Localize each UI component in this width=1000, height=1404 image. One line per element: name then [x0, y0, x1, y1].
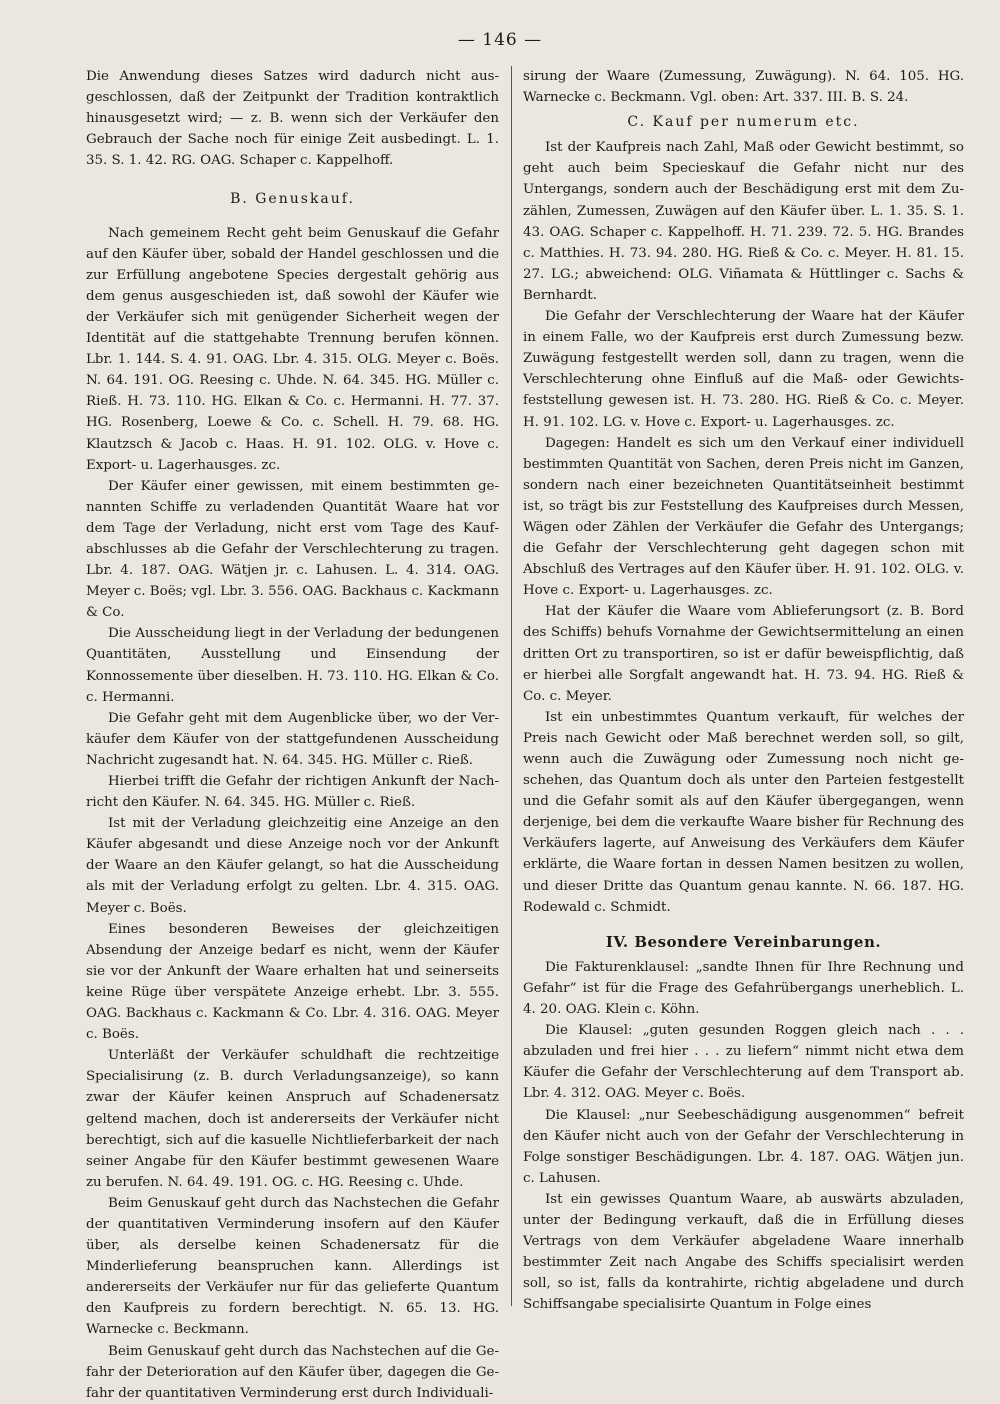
paragraph: Hat der Käufer die Waare vom Ablieferungsort (z. B. Bord des Schiffs) behufs Vornahme der Gewichtsermittelung an einen dritten Ort zu transportiren, so ist er dafür beweispflichtig, daß er hierbei alle Sorgfalt angewandt hat. H. 73. 94. HG. Rieß & Co. c. Meyer. [523, 604, 964, 704]
paragraph: Dagegen: Handelt es sich um den Verkauf einer individuell bestimmten Quantität von Sachen, deren Preis nicht im Ganzen, sondern nach einer bezeichneten Quantitätseinheit bestimmt ist, so trägt bis zur Feststellung des Kaufpreises durch Messen, Wägen oder Zählen der Verkäufer die Gefahr des Untergangs; die Gefahr der Verschlechterung geht dagegen schon mit Abschluß des Vertrages auf den Käufer über. H. 91. 102. OLG. v. Hove c. Export- u. Lagerhausges. zc. [523, 435, 964, 599]
paragraph: Ist mit der Verladung gleichzeitig eine Anzeige an den Käufer abgesandt und diese Anzeige noch vor der Ankunft der Waare an den Käufer gelangt, so hat die Ausscheidung als mit der Verladung erfolgt zu gelten. Lbr. 4. 315. OAG. Meyer c. Boës. [86, 816, 499, 916]
paragraph: Ist der Kaufpreis nach Zahl, Maß oder Gewicht bestimmt, so geht auch beim Specieskauf die Gefahr nicht nur des Untergangs, sondern auch der Beschädigung erst mit dem Zuzählen, Zumessen, Zuwägen auf den Käufer über. L. 1. 35. S. 1. 43. OAG. Schaper c. Kappelhoff. H. 71. 239. 72. 5. HG. Brandes c. Matthies. H. 73. 94. 280. HG. Rieß & Co. c. Meyer. H. 81. 15. 27. LG.; abweichend: OLG. Viñamata & Hüttlinger c. Sachs & Bernhardt. [523, 140, 964, 303]
paragraph: sirung der Waare (Zumessung, Zuwägung). N. 64. 105. HG. Warnecke c. Beckmann. Vgl. oben: Art. 337. III. B. S. 24. [523, 69, 964, 106]
paragraph: Die Gefahr geht mit dem Augenblicke über, wo der Verkäufer dem Käufer von der stattgefundenen Ausscheidung Nachricht zugesandt hat. N. 64. 345. HG. Müller c. Rieß. [86, 710, 499, 768]
paragraph: Die Anwendung dieses Satzes wird dadurch nicht ausgeschlossen, daß der Zeitpunkt der Tradition kontraktlich hinausgesetzt wird; — z. B. wenn sich der Verkäufer den Gebrauch der Sache noch für einige Zeit ausbedingt. L. 1. 35. S. 1. 42. RG. OAG. Schaper c. Kappelhoff. [86, 69, 499, 169]
paragraph: Nach gemeinem Recht geht beim Genuskauf die Gefahr auf den Käufer über, sobald der Handel geschlossen und die zur Erfüllung angebotene Species dergestalt gehörig aus dem genus ausgeschieden ist, daß sowohl der Käufer wie der Verkäufer sich mit genügender Sicherheit wegen der Identität auf die stattgehabte Trennung berufen können. Lbr. 1. 144. S. 4. 91. OAG. Lbr. 4. 315. OLG. Meyer c. Boës. N. 64. 191. OG. Reesing c. Uhde. N. 64. 345. HG. Müller c. Rieß. H. 73. 110. HG. Elkan & Co. c. Hermanni. H. 77. 37. HG. Rosenberg, Loewe & Co. c. Schell. H. 79. 68. HG. Klautzsch & Jacob c. Haas. H. 91. 102. OLG. v. Hove c. Export- u. Lagerhausges. zc. [86, 225, 499, 473]
paragraph: Die Klausel: „nur Seebeschädigung ausgenommen“ befreit den Käufer nicht auch von der Gefahr der Verschlechterung in Folge sonstiger Beschädigungen. Lbr. 4. 187. OAG. Wätjen jun. c. Lahusen. [523, 1107, 964, 1186]
paragraph: Beim Genuskauf geht durch das Nachstechen auf die Gefahr der Deterioration auf den Käufer über, dagegen die Gefahr der quantitativen Verminderung erst durch Individuali- [86, 1343, 499, 1401]
column-divider [511, 66, 512, 1306]
page-number: — 146 — [457, 30, 543, 50]
paragraph: Der Käufer einer gewissen, mit einem bestimmten genannten Schiffe zu verladenden Quantität Waare hat vor dem Tage der Verladung, nicht erst vom Tage des Kaufabschlusses ab die Gefahr der Verschlechterung zu tragen. Lbr. 4. 187. OAG. Wätjen jr. c. Lahusen. L. 4. 314. OAG. Meyer c. Boës; vgl. Lbr. 3. 556. OAG. Backhaus c. Kackmann & Co. [86, 478, 499, 621]
left-column [86, 66, 499, 1401]
paragraph: Ist ein gewisses Quantum Waare, ab auswärts abzuladen, unter der Bedingung verkauft, daß die in Erfüllung dieses Vertrags von dem Verkäufer abgeladene Waare innerhalb bestimmter Zeit nach Angabe des Schiffs specialisirt werden soll, so ist, falls da kontrahirte, richtig abgeladene und durch Schiffsangabe specialisirte Quantum in Folge eines [523, 1191, 964, 1313]
paragraph: Die Gefahr der Verschlechterung der Waare hat der Käufer in einem Falle, wo der Kaufpreis erst durch Zumessung bezw. Zuwägung festgestellt werden soll, dann zu tragen, wenn die Verschlechterung ohne Einfluß auf die Maß- oder Gewichtsfeststellung gewesen ist. H. 73. 280. HG. Rieß & Co. c. Meyer. H. 91. 102. LG. v. Hove c. Export- u. Lagerhausges. zc. [523, 309, 964, 430]
paragraph: Die Ausscheidung liegt in der Verladung der bedungenen Quantitäten, Ausstellung und Einsendung der Konnossemente über dieselben. H. 73. 110. HG. Elkan & Co. c. Hermanni. [86, 626, 499, 705]
paragraph: Eines besonderen Beweises der gleichzeitigen Absendung der Anzeige bedarf es nicht, wenn der Käufer sie vor der Ankunft der Waare erhalten hat und seinerseits keine Rüge über verspätete Anzeige erhebt. Lbr. 3. 555. OAG. Backhaus c. Kackmann & Co. Lbr. 4. 316. OAG. Meyer c. Boës. [86, 921, 499, 1043]
paragraph: Beim Genuskauf geht durch das Nachstechen die Gefahr der quantitativen Verminderung insofern auf den Käufer über, als derselbe keinen Schadenersatz für die Minderlieferung beanspruchen kann. Allerdings ist andererseits der Verkäufer nur für das gelieferte Quantum den Kaufpreis zu fordern berechtigt. N. 65. 13. HG. Warnecke c. Beckmann. [86, 1195, 499, 1338]
section-heading-kauf-per-numerum: C. Kauf per numerum etc. [627, 114, 860, 131]
section-heading-genuskauf: B. Genuskauf. [230, 191, 355, 208]
paragraph: Hierbei trifft die Gefahr der richtigen Ankunft der Nachricht den Käufer. N. 64. 345. HG. Müller c. Rieß. [86, 774, 499, 811]
paragraph: Die Fakturenklausel: „sandte Ihnen für Ihre Rechnung und Gefahr“ ist für die Frage des Gefahrübergangs unerheblich. L. 4. 20. OAG. Klein c. Köhn. [523, 959, 964, 1018]
section-heading-besondere-vereinbarungen: IV. Besondere Vereinbarungen. [605, 932, 882, 951]
paragraph: Ist ein unbestimmtes Quantum verkauft, für welches der Preis nach Gewicht oder Maß berechnet werden soll, so gilt, wenn auch die Zuwägung oder Zumessung noch nicht geschehen, das Quantum doch als unter den Parteien festgestellt und die Gefahr somit als auf den Käufer übergegangen, wenn derjenige, bei dem die verkaufte Waare bisher für Rechnung des Verkäufers lagerte, auf Anweisung des Verkäufers dem Käufer erklärte, die Waare fortan in dessen Namen besitzen zu wollen, und dieser Dritte das Quantum genau kannte. N. 66. 187. HG. Rodewald c. Schmidt. [523, 709, 964, 915]
paragraph: Unterläßt der Verkäufer schuldhaft die rechtzeitige Specialisirung (z. B. durch Verladungsanzeige), so kann zwar der Käufer keinen Anspruch auf Schadenersatz geltend machen, doch ist andererseits der Verkäufer nicht berechtigt, sich auf die kasuelle Nichtlieferbarkeit der nach seiner Angabe für den Käufer bestimmt gewesenen Waare zu berufen. N. 64. 49. 191. OG. c. HG. Reesing c. Uhde. [86, 1048, 499, 1190]
paragraph: Die Klausel: „guten gesunden Roggen gleich nach . . . abzuladen und frei hier . . . zu liefern“ nimmt nicht etwa dem Käufer die Gefahr der Verschlechterung auf dem Transport ab. Lbr. 4. 312. OAG. Meyer c. Boës. [523, 1023, 964, 1102]
right-column [523, 66, 964, 1346]
